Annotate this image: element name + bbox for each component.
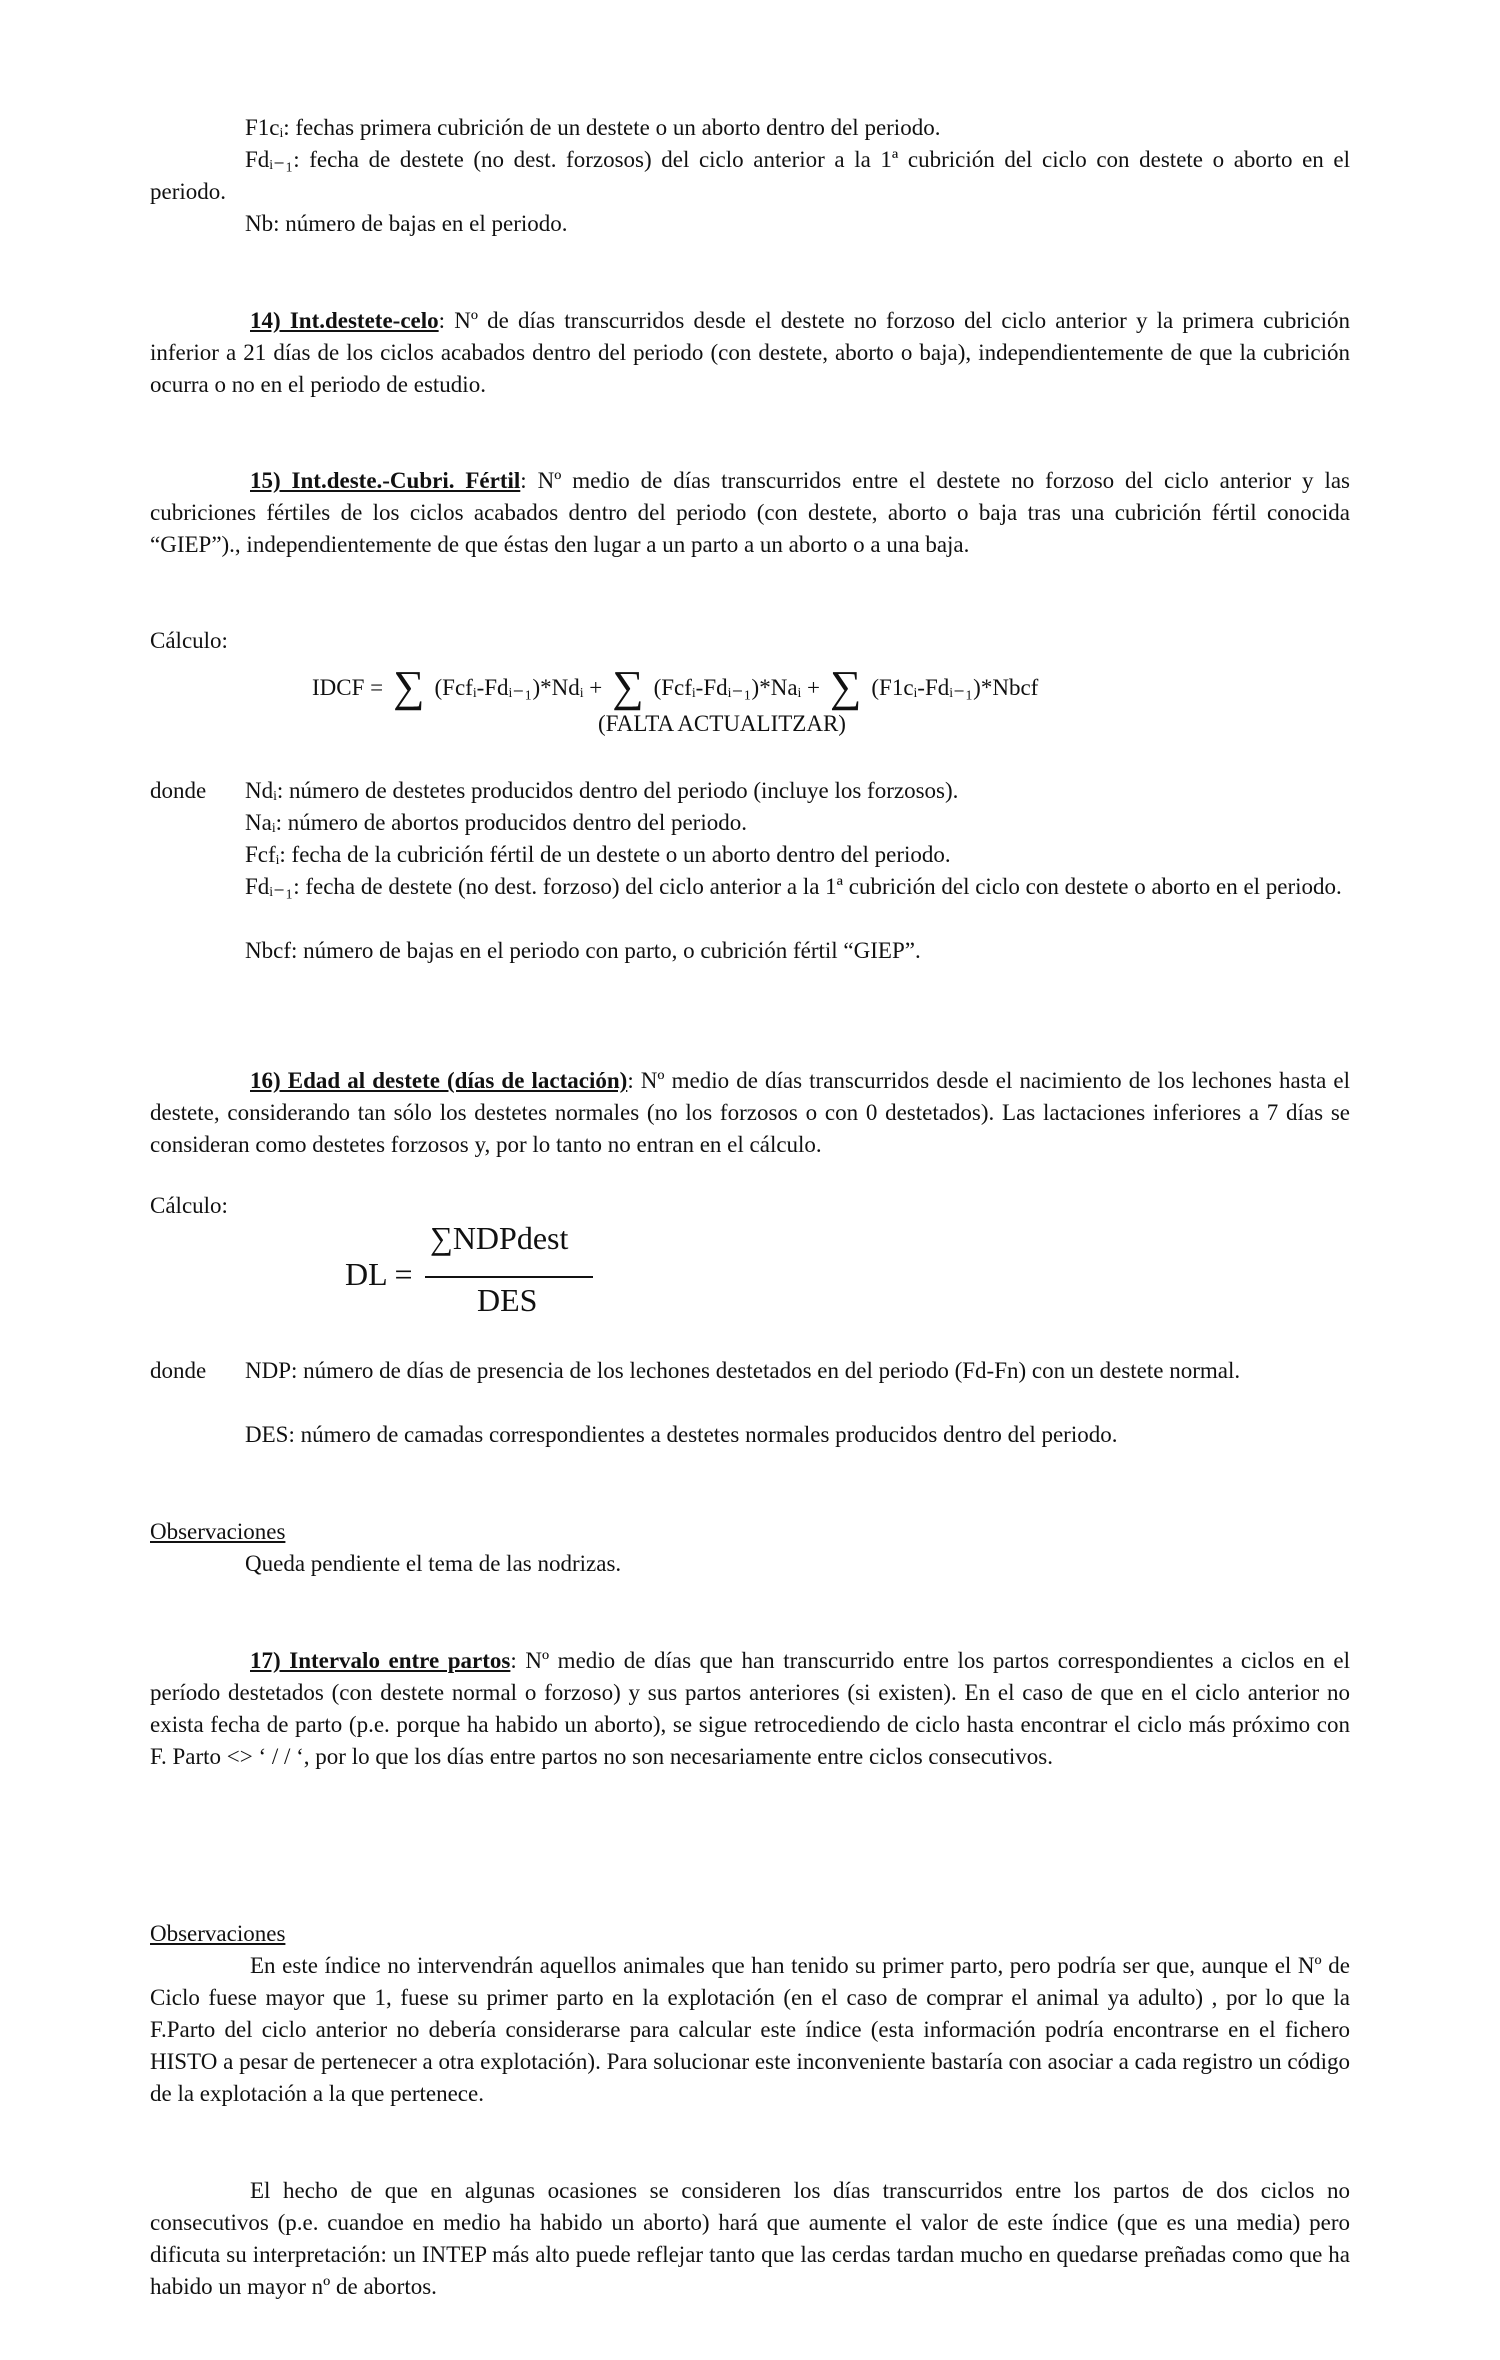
formula-dl-denominator: DES	[477, 1282, 538, 1318]
def-des: DES: número de camadas correspondientes a destetes normales producidos dentro del periodo.	[245, 1422, 1118, 1447]
section-16-text: : Nº medio de días transcurridos desde el nacimiento de los lechones hasta el destete, considerando tan sólo los destetes normales (no los forzosos o con 0 destetados). Las lactaciones inferiores a 7 días se consideran como destetes forzosos y, por lo tanto no entran en el cálculo.	[150, 1068, 1350, 1157]
section-17	[150, 1645, 1350, 1773]
def-nbcf: Nbcf: número de bajas en el periodo con parto, o cubrición fértil “GIEP”.	[245, 938, 921, 963]
formula-idcf	[312, 662, 1039, 711]
section-14-text: : Nº de días transcurridos desde el destete no forzoso del ciclo anterior y la primera cubrición inferior a 21 días de los ciclos acabados dentro del periodo (con destete, aborto o baja), independientemente de que la cubrición ocurra o no en el periodo de estudio.	[150, 308, 1350, 397]
def-fd-prev: Fdᵢ₋₁: fecha de destete (no dest. forzosos) del ciclo anterior a la 1ª cubrición del ciclo con destete o aborto en el periodo.	[150, 147, 1350, 204]
section-16-heading: 16) Edad al destete (días de lactación)	[250, 1068, 628, 1093]
section-15-text: : Nº medio de días transcurridos entre el destete no forzoso del ciclo anterior y las cubriciones fértiles de los ciclos acabados dentro del periodo (con destete, aborto o baja tras una cubrición fértil conocida “GIEP”)., independientemente de que éstas den lugar a un parto a un aborto o a una baja.	[150, 468, 1350, 557]
observations-text-16: Queda pendiente el tema de las nodrizas.	[245, 1551, 622, 1576]
def-fcf: Fcfᵢ: fecha de la cubrición fértil de un destete o un aborto dentro del periodo.	[245, 842, 951, 867]
def-fd-prev-15: Fdᵢ₋₁: fecha de destete (no dest. forzoso) del ciclo anterior a la 1ª cubrición del ciclo con destete o aborto en el periodo.	[245, 874, 1342, 899]
sum-symbol: ∑	[612, 662, 644, 711]
section-15-heading: 15) Int.deste.-Cubri. Fértil	[250, 468, 521, 493]
section-17-heading: 17) Intervalo entre partos	[250, 1648, 511, 1673]
def-ndp: NDP: número de días de presencia de los lechones destetados en del periodo (Fd-Fn) con un destete normal.	[245, 1358, 1241, 1383]
def-na: Naᵢ: número de abortos producidos dentro del periodo.	[245, 810, 747, 835]
formula-dl-fraction	[425, 1222, 595, 1322]
section-14-heading: 14) Int.destete-celo	[250, 308, 439, 333]
calc-label-15: Cálculo:	[150, 628, 228, 653]
fraction-bar	[425, 1276, 593, 1278]
calc-label-16: Cálculo:	[150, 1193, 228, 1218]
formula-dl-numerator: ∑NDPdest	[430, 1220, 569, 1256]
donde-label-15: donde	[150, 778, 207, 803]
observations-label-17: Observaciones	[150, 1921, 286, 1946]
formula-idcf-term2: (Fcfᵢ-Fdᵢ₋₁)*Naᵢ +	[653, 675, 821, 700]
def-nb: Nb: número de bajas en el periodo.	[245, 211, 568, 236]
section-16	[150, 1065, 1350, 1161]
formula-idcf-term3: (F1cᵢ-Fdᵢ₋₁)*Nbcf	[871, 675, 1039, 700]
formula-note: (FALTA ACTUALITZAR)	[598, 711, 846, 736]
observations-label-16: Observaciones	[150, 1519, 286, 1544]
sum-symbol: ∑	[393, 662, 425, 711]
section-14	[150, 305, 1350, 401]
section-15	[150, 465, 1350, 561]
def-nd: Ndᵢ: número de destetes producidos dentro del periodo (incluye los forzosos).	[245, 778, 959, 803]
observations-para-1: En este índice no intervendrán aquellos animales que han tenido su primer parto, pero podría ser que, aunque el Nº de Ciclo fuese mayor que 1, fuese su primer parto en la explotación (en el caso de comprar el animal ya adulto) , por lo que la F.Parto del ciclo anterior no debería considerarse para calcular este índice (esta información podría encontrarse en el fichero HISTO a pesar de pertenecer a otra explotación). Para solucionar este inconveniente bastaría con asociar a cada registro un código de la explotación a la que pertenece.	[150, 1953, 1350, 2106]
formula-dl-lhs: DL =	[345, 1256, 413, 1292]
observations-para-2: El hecho de que en algunas ocasiones se consideren los días transcurridos entre los partos de dos ciclos no consecutivos (p.e. cuandoe en medio ha habido un aborto) hará que aumente el valor de este índice (que es una media) pero dificuta su interpretación: un INTEP más alto puede reflejar tanto que las cerdas tardan mucho en quedarse preñadas como que ha habido un mayor nº de abortos.	[150, 2178, 1350, 2299]
def-f1c: F1cᵢ: fechas primera cubrición de un destete o un aborto dentro del periodo.	[245, 115, 941, 140]
sum-symbol: ∑	[830, 662, 862, 711]
section-17-text: : Nº medio de días que han transcurrido entre los partos correspondientes a ciclos en el período destetados (con destete normal o forzoso) y sus partos anteriores (si existen). En el caso de que en el ciclo anterior no exista fecha de parto (p.e. porque ha habido un aborto), se sigue retrocediendo de ciclo hasta encontrar el ciclo más próximo con F. Parto <> ‘ / / ‘, por lo que los días entre partos no son necesariamente entre ciclos consecutivos.	[150, 1648, 1351, 1769]
formula-idcf-lhs: IDCF =	[312, 675, 384, 700]
formula-idcf-term1: (Fcfᵢ-Fdᵢ₋₁)*Ndᵢ +	[434, 675, 603, 700]
donde-label-16: donde	[150, 1358, 207, 1383]
